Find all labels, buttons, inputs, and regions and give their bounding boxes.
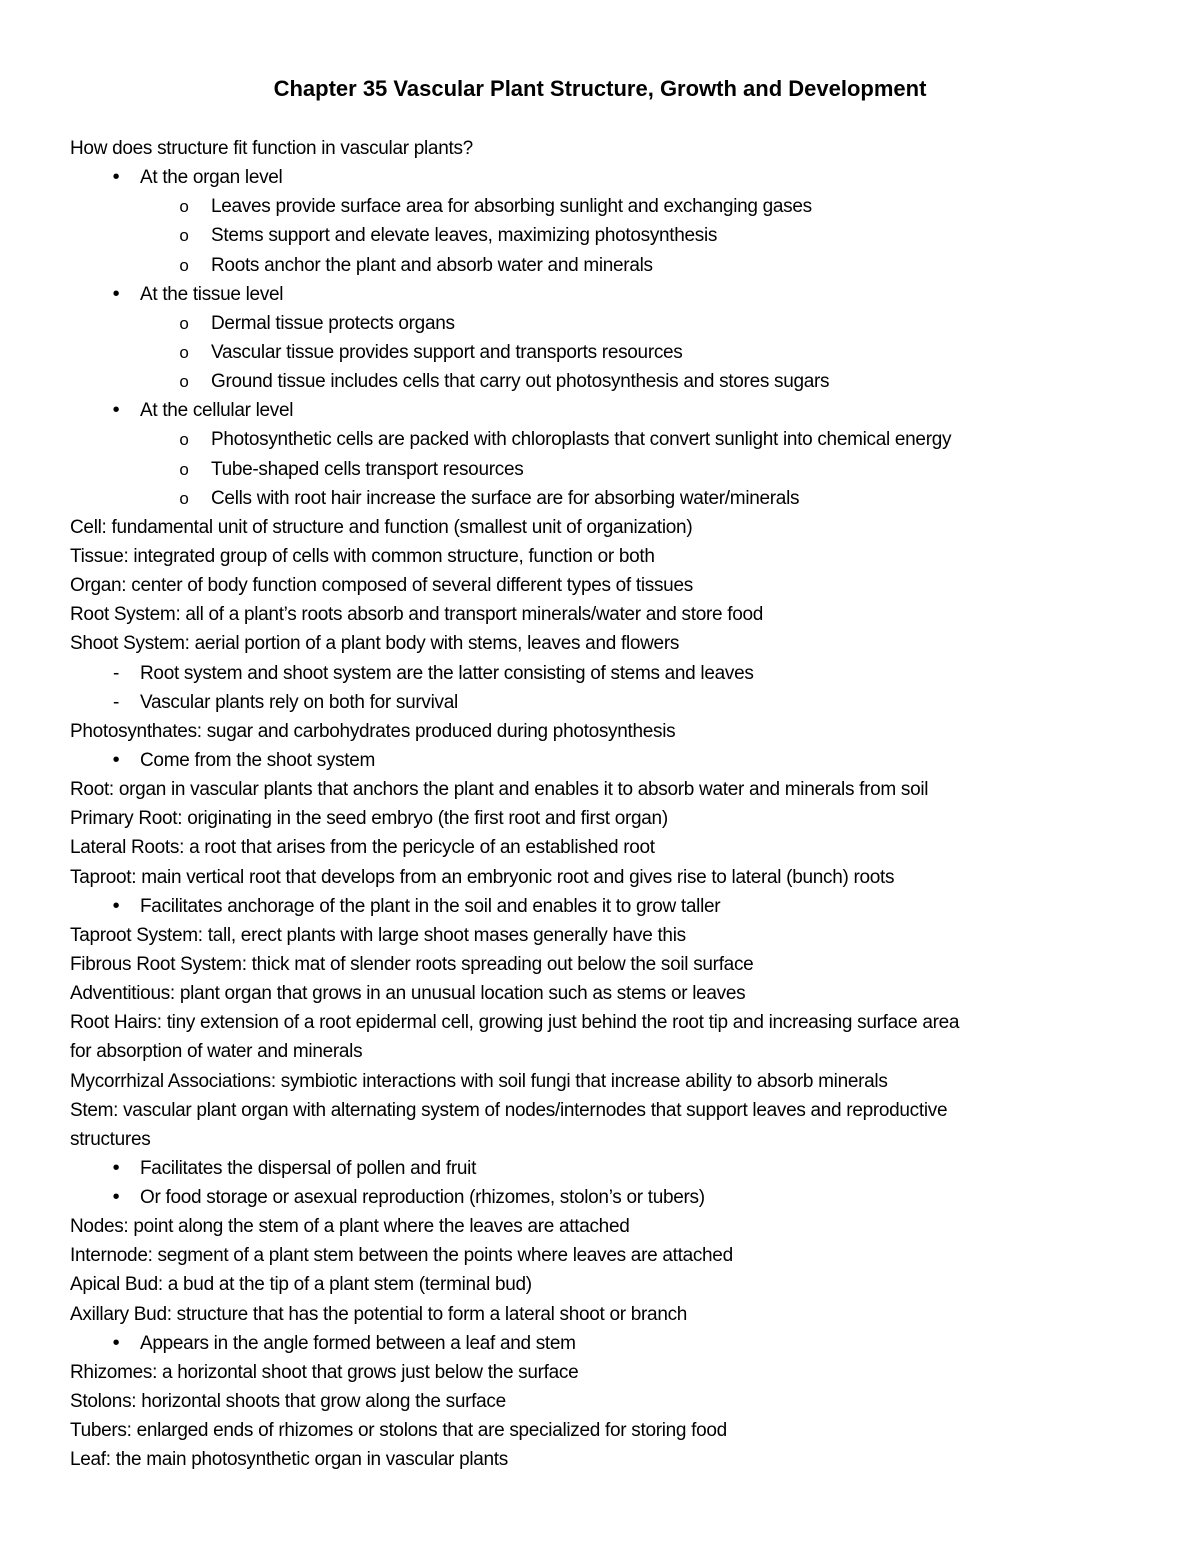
line-text: Rhizomes: a horizontal shoot that grows just below the surface <box>70 1361 579 1383</box>
sub-list-item <box>70 455 1150 484</box>
sub-list-item <box>70 221 1150 250</box>
line-text: Tube-shaped cells transport resources <box>211 458 524 480</box>
text-line <box>70 513 1150 542</box>
line-text: Nodes: point along the stem of a plant where the leaves are attached <box>70 1216 630 1238</box>
line-text: Roots anchor the plant and absorb water and minerals <box>211 254 653 276</box>
line-text: Dermal tissue protects organs <box>211 312 455 334</box>
line-text: Come from the shoot system <box>140 749 376 771</box>
line-text: Root Hairs: tiny extension of a root epidermal cell, growing just behind the root tip and increasing surface area <box>70 1012 960 1034</box>
line-text: Stolons: horizontal shoots that grow along the surface <box>70 1391 506 1413</box>
line-text: Lateral Roots: a root that arises from the pericycle of an established root <box>70 837 655 859</box>
line-text: Apical Bud: a bud at the tip of a plant stem (terminal bud) <box>70 1274 532 1296</box>
line-text: for absorption of water and minerals <box>70 1041 363 1063</box>
text-line <box>70 134 1150 163</box>
list-item <box>70 1183 1150 1212</box>
circle-bullet-marker: o <box>179 488 189 508</box>
line-text: Mycorrhizal Associations: symbiotic interactions with soil fungi that increase ability to absorb minerals <box>70 1070 888 1092</box>
list-item <box>70 1329 1150 1358</box>
sub-list-item <box>70 338 1150 367</box>
text-line <box>70 1212 1150 1241</box>
text-line <box>70 1387 1150 1416</box>
bullet-marker: • <box>112 748 120 771</box>
text-line <box>70 1300 1150 1329</box>
line-text: Appears in the angle formed between a leaf and stem <box>140 1332 576 1354</box>
sub-list-item <box>70 309 1150 338</box>
line-text: How does structure fit function in vascular plants? <box>70 138 473 159</box>
list-item <box>70 163 1150 192</box>
text-line <box>70 1358 1150 1387</box>
bullet-marker: • <box>112 399 120 422</box>
line-text: At the cellular level <box>140 400 294 422</box>
line-text: Shoot System: aerial portion of a plant body with stems, leaves and flowers <box>70 633 680 655</box>
list-item <box>70 1154 1150 1183</box>
bullet-marker: • <box>112 1331 120 1354</box>
line-text: Organ: center of body function composed of several different types of tissues <box>70 575 693 597</box>
line-text: Photosynthetic cells are packed with chloroplasts that convert sunlight into chemical energy <box>211 429 952 451</box>
circle-bullet-marker: o <box>179 459 189 479</box>
line-text: Taproot: main vertical root that develops from an embryonic root and gives rise to lateral (bunch) roots <box>70 866 895 888</box>
text-line <box>70 775 1150 804</box>
circle-bullet-marker: o <box>179 372 189 392</box>
text-line <box>70 1096 1150 1125</box>
line-text: Fibrous Root System: thick mat of slender roots spreading out below the soil surface <box>70 953 754 975</box>
line-text: Or food storage or asexual reproduction (rhizomes, stolon’s or tubers) <box>140 1187 705 1209</box>
text-line <box>70 717 1150 746</box>
text-line <box>70 979 1150 1008</box>
line-text: Vascular tissue provides support and transports resources <box>211 341 683 363</box>
text-line <box>70 1445 1150 1474</box>
text-line <box>70 1270 1150 1299</box>
dash-marker: - <box>112 691 120 713</box>
line-text: Facilitates anchorage of the plant in the soil and enables it to grow taller <box>140 895 721 917</box>
line-text: Tissue: integrated group of cells with common structure, function or both <box>70 545 655 567</box>
circle-bullet-marker: o <box>179 430 189 450</box>
text-line <box>70 629 1150 658</box>
line-text: Leaves provide surface area for absorbing sunlight and exchanging gases <box>211 196 812 218</box>
line-text: Facilitates the dispersal of pollen and fruit <box>140 1157 477 1179</box>
line-text: Taproot System: tall, erect plants with large shoot mases generally have this <box>70 924 686 946</box>
text-line <box>70 1067 1150 1096</box>
text-line <box>70 1008 1150 1037</box>
list-item <box>70 746 1150 775</box>
line-text: structures <box>70 1128 151 1150</box>
line-text: Ground tissue includes cells that carry out photosynthesis and stores sugars <box>211 371 830 393</box>
sub-list-item <box>70 425 1150 454</box>
circle-bullet-marker: o <box>179 342 189 362</box>
text-line <box>70 571 1150 600</box>
text-line <box>70 542 1150 571</box>
list-item <box>70 659 1150 688</box>
list-item <box>70 688 1150 717</box>
line-text: Photosynthates: sugar and carbohydrates produced during photosynthesis <box>70 720 676 742</box>
line-text: Primary Root: originating in the seed embryo (the first root and first organ) <box>70 808 668 830</box>
text-line <box>70 833 1150 862</box>
sub-list-item <box>70 484 1150 513</box>
line-text: Axillary Bud: structure that has the potential to form a lateral shoot or branch <box>70 1303 688 1325</box>
text-line <box>70 1416 1150 1445</box>
text-line <box>70 921 1150 950</box>
bullet-marker: • <box>112 1186 120 1209</box>
bullet-marker: • <box>112 894 120 917</box>
document-body <box>70 134 1150 1474</box>
line-text: Tubers: enlarged ends of rhizomes or stolons that are specialized for storing food <box>70 1420 727 1442</box>
line-text: At the tissue level <box>140 283 284 305</box>
line-text: Leaf: the main photosynthetic organ in vascular plants <box>70 1449 508 1471</box>
line-text: Cells with root hair increase the surface are for absorbing water/minerals <box>211 487 800 509</box>
text-line <box>70 804 1150 833</box>
bullet-marker: • <box>112 1156 120 1179</box>
list-item <box>70 396 1150 425</box>
text-line <box>70 1125 1150 1154</box>
line-text: Internode: segment of a plant stem between the points where leaves are attached <box>70 1245 733 1267</box>
sub-list-item <box>70 367 1150 396</box>
dash-marker: - <box>112 662 120 684</box>
line-text: Root: organ in vascular plants that anchors the plant and enables it to absorb water and minerals from soil <box>70 779 929 801</box>
list-item <box>70 892 1150 921</box>
line-text: Stem: vascular plant organ with alternating system of nodes/internodes that support leaves and reproductive <box>70 1099 948 1121</box>
line-text: Root System: all of a plant’s roots absorb and transport minerals/water and store food <box>70 604 764 626</box>
circle-bullet-marker: o <box>179 313 189 333</box>
bullet-marker: • <box>112 166 120 189</box>
bullet-marker: • <box>112 282 120 305</box>
text-line <box>70 950 1150 979</box>
sub-list-item <box>70 192 1150 221</box>
text-line <box>70 1037 1150 1066</box>
list-item <box>70 280 1150 309</box>
line-text: At the organ level <box>140 167 283 189</box>
text-line <box>70 600 1150 629</box>
sub-list-item <box>70 251 1150 280</box>
circle-bullet-marker: o <box>179 197 189 217</box>
line-text: Cell: fundamental unit of structure and function (smallest unit of organization) <box>70 516 693 538</box>
circle-bullet-marker: o <box>179 255 189 275</box>
line-text: Vascular plants rely on both for survival <box>140 691 458 713</box>
line-text: Root system and shoot system are the latter consisting of stems and leaves <box>140 662 754 684</box>
circle-bullet-marker: o <box>179 226 189 246</box>
text-line <box>70 863 1150 892</box>
page-title: Chapter 35 Vascular Plant Structure, Growth and Development <box>273 76 927 101</box>
text-line <box>70 1241 1150 1270</box>
line-text: Stems support and elevate leaves, maximizing photosynthesis <box>211 225 718 247</box>
line-text: Adventitious: plant organ that grows in an unusual location such as stems or leaves <box>70 983 746 1005</box>
